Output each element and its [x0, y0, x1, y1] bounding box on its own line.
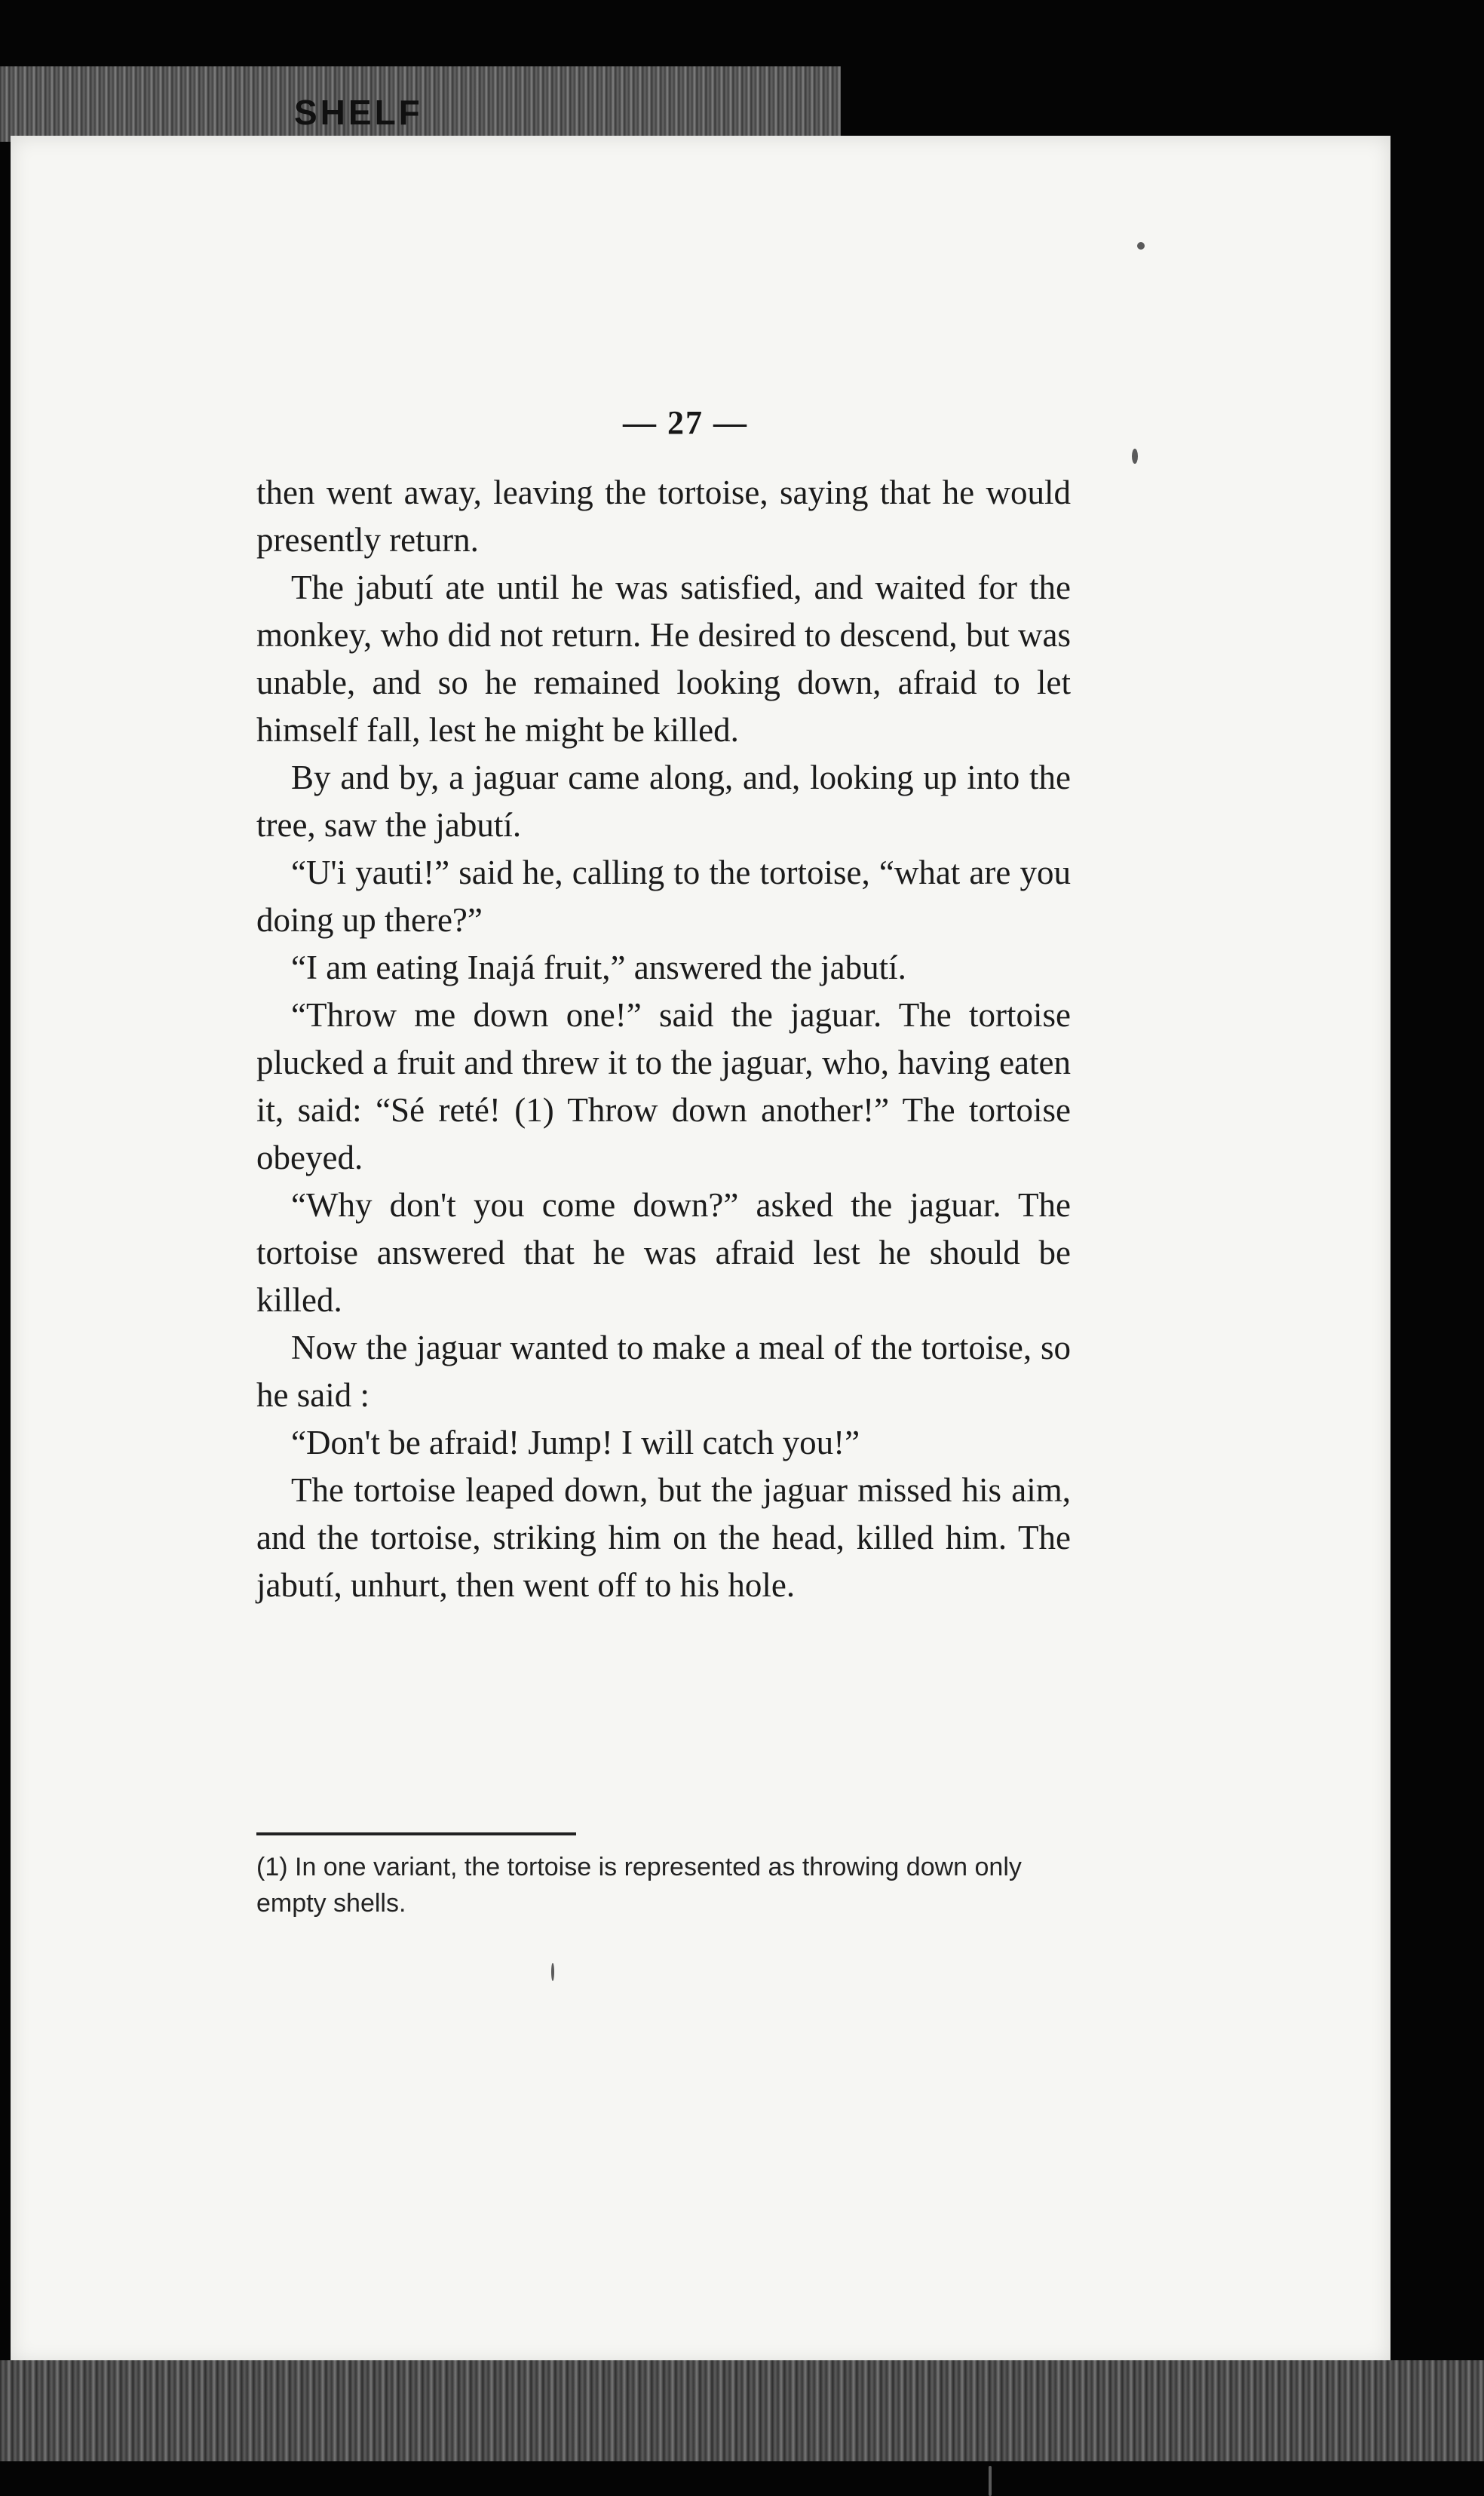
paragraph-8: Now the jaguar wanted to make a meal of the tortoise, so he said :: [256, 1329, 1071, 1414]
paragraph-1: then went away, leaving the tortoise, saying that he would presently return.: [256, 474, 1071, 559]
dust-speck: [1132, 449, 1138, 464]
footnote-separator: [256, 1832, 576, 1835]
page-body: [256, 469, 1071, 1609]
page-number: — 27 —: [623, 404, 748, 441]
paragraph-4: “U'i yauti!” said he, calling to the tortoise, “what are you doing up there?”: [256, 854, 1071, 939]
footnote: (1) In one variant, the tortoise is represented as throwing down only empty shells.: [256, 1853, 1022, 1918]
dust-speck: [1137, 242, 1145, 250]
paragraph-3: By and by, a jaguar came along, and, looking up into the tree, saw the jabutí.: [256, 759, 1071, 844]
dust-speck: [551, 1963, 554, 1981]
paragraph-2: The jabutí ate until he was satisfied, and waited for the monkey, who did not return. He desired to descend, but was unable, and so he remained looking down, afraid to let himself fall, lest he might be killed.: [256, 569, 1071, 749]
paragraph-7: “Why don't you come down?” asked the jaguar. The tortoise answered that he was afraid lest he should be killed.: [256, 1186, 1071, 1319]
bottom-binding-strip: [0, 2360, 1484, 2461]
paragraph-5: “I am eating Inajá fruit,” answered the jabutí.: [291, 949, 906, 986]
paragraph-6: “Throw me down one!” said the jaguar. The tortoise plucked a fruit and threw it to the jaguar, who, having eaten it, said: “Sé reté! (1) Throw down another!” The tortoise obeyed.: [256, 996, 1071, 1176]
scanned-page: [11, 136, 1390, 2364]
paragraph-9: “Don't be afraid! Jump! I will catch you!”: [291, 1424, 860, 1461]
shelf-label: SHELF: [294, 93, 423, 132]
dust-speck: [989, 2466, 992, 2496]
paragraph-10: The tortoise leaped down, but the jaguar missed his aim, and the tortoise, striking him on the head, killed him. The jabutí, unhurt, then went off to his hole.: [256, 1471, 1071, 1604]
